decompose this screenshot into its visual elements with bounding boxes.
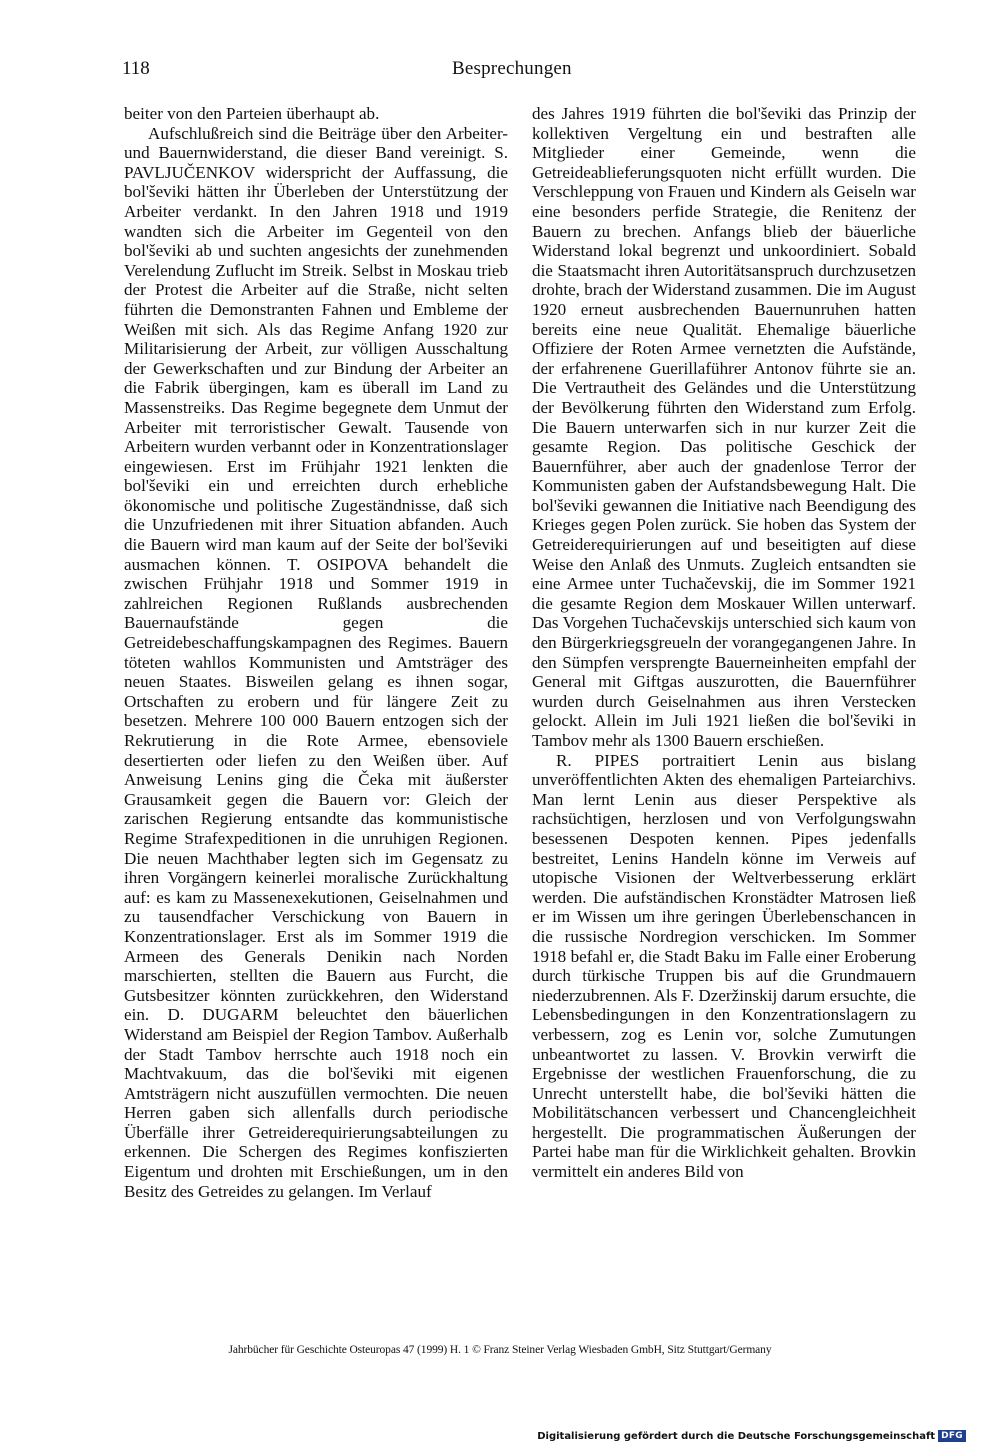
digitization-note	[537, 1430, 966, 1442]
page-number: 118	[122, 58, 150, 79]
left-paragraph-2: Aufschlußreich sind die Beiträge über den Arbeiter- und Bauernwiderstand, die dieser Band vereinigt. S. PAVLJUČENKOV widerspricht der Auffassung, die bol'ševiki hätten ihr Überleben der Unterstützung der Arbeiter verdankt. In den Jahren 1918 und 1919 wandten sich die Arbeiter im Gegenteil von den bol'ševiki ab und suchten angesichts der zunehmenden Verelendung Zuflucht im Streik. Selbst in Moskau trieb der Protest die Arbeiter auf die Straße, nicht selten führten die Demonstranten Fahnen und Embleme der Weißen mit sich. Als das Regime Anfang 1920 zur Militarisierung der Arbeit, zur völligen Ausschaltung der Gewerkschaften und zur Bindung der Arbeiter an die Fabrik übergingen, kam es überall im Land zu Massenstreiks. Das Regime begegnete dem Unmut der Arbeiter mit terroristischer Gewalt. Tausende von Arbeitern wurden verbannt oder in Konzentrationslager eingewiesen. Erst im Frühjahr 1921 lenkten die bol'ševiki ein und erreichten durch erhebliche ökonomische und politische Zugeständnisse, daß sich die Unzufriedenen mit ihrer Situation abfanden. Auch die Bauern wird man kaum auf der Seite der bol'ševiki ausmachen können. T. OSIPOVA behandelt die zwischen Frühjahr 1918 und Sommer 1919 in zahlreichen Regionen Rußlands ausbrechenden Bauernaufstände gegen die Getreidebeschaffungskampagnen des Regimes. Bauern töteten wahllos Kommunisten und Amtsträger des neuen Staates. Bisweilen gelang es ihnen sogar, Ortschaften zu erobern und für längere Zeit zu besetzen. Mehrere 100 000 Bauern entzogen sich der Rekrutierung in die Rote Armee, ebensoviele desertierten oder liefen zu den Weißen über. Auf Anweisung Lenins ging die Čeka mit äußerster Grausamkeit gegen die Bauern vor: Gleich der zarischen Regierung entsandte das kommunistische Regime Strafexpeditionen in die unruhigen Regionen. Die neuen Machthaber legten sich im Gegensatz zu ihren Vorgängern keinerlei moralische Zurückhaltung auf: es kam zu Massenexekutionen, Geiselnahmen und zu tausendfacher Verschickung von Bauern in Konzentrationslager. Erst als im Sommer 1919 die Armeen des Generals Denikin nach Norden marschierten, stellten die Bauern aus Furcht, die Gutsbesitzer könnten zurückkehren, den Widerstand ein. D. DUGARM beleuchtet den bäuerlichen Widerstand am Beispiel der Region Tambov. Außerhalb der Stadt Tambov herrschte auch 1918 noch ein Machtvakuum, das die bol'ševiki mit eigenen Amtsträgern nicht auszufüllen vermochten. Die neuen Herren gaben sich allenfalls durch periodische Überfälle ihrer Getreiderequirierungsabteilungen zu erkennen. Die Schergen des Regimes konfiszierten Eigentum und drohten mit Erschießungen, um in den Besitz des Getreides zu gelangen. Im Verlauf	[124, 123, 508, 1201]
right-paragraph-2: R. PIPES portraitiert Lenin aus bislang unveröffentlichten Akten des ehemaligen Parteiarchivs. Man lernt Lenin aus dieser Perspektive als rachsüchtigen, herzlosen und von Verfolgungswahn besessenen Despoten kennen. Pipes jedenfalls bestreitet, Lenins Handeln könne im Verweis auf utopische Visionen der Weltverbesserung erklärt werden. Die aufständischen Kronstädter Matrosen ließ er im Wissen um ihre geringen Überlebenschancen in die russische Nordregion verschicken. Im Sommer 1918 befahl er, die Stadt Baku im Falle einer Eroberung durch türkische Truppen bis auf die Grundmauern niederzubrennen. Als F. Dzeržinskij darum ersuchte, die Lebensbedingungen in den Konzentrationslagern zu verbessern, zog es Lenin vor, solche Zumutungen unbeantwortet zu lassen. V. Brovkin verwirft die Ergebnisse der westlichen Frauenforschung, die zu Unrecht unterstellt habe, die bol'ševiki hätten die Mobilitätschancen verbessert und Chancengleichheit hergestellt. Die programmatischen Äußerungen der Partei habe man für die Wirklichkeit gehalten. Brovkin vermittelt ein anderes Bild von	[532, 750, 916, 1182]
left-paragraph-1: beiter von den Parteien überhaupt ab.	[124, 104, 380, 123]
right-paragraph-1: des Jahres 1919 führten die bol'ševiki das Prinzip der kollektiven Vergeltung ein und bestraften alle Mitglieder einer Gemeinde, wenn die Getreideablieferungsquoten nicht erfüllt wurden. Die Verschleppung von Frauen und Kindern als Geiseln war eine besonders perfide Strategie, die Renitenz der Bauern zu brechen. Anfangs blieb der bäuerliche Widerstand lokal begrenzt und unkoordiniert. Sobald die Staatsmacht ihren Autoritätsanspruch durchzusetzen drohte, brach der Widerstand zusammen. Die im August 1920 erneut ausbrechenden Bauernunruhen hatten bereits eine neue Qualität. Ehemalige bäuerliche Offiziere der Roten Armee vernetzten die Aufstände, der erfahrenene Guerillaführer Antonov führte sie an. Die Vertrautheit des Geländes und die Unterstützung der Bevölkerung führten den Widerstand zum Erfolg. Die Bauern unterwarfen sich in nur kurzer Zeit die gesamte Region. Das politische Geschick der Bauernführer, aber auch der gnadenlose Terror der Kommunisten gaben der Aufstandsbewegung Halt. Die bol'ševiki gewannen die Initiative nach Beendigung des Krieges gegen Polen zurück. Sie hoben das System der Getreiderequirierungen auf und beseitigten auf diese Weise den Anlaß des Unmuts. Zugleich entsandten sie eine Armee unter Tuchačevskij, die im Sommer 1921 die gesamte Region dem Moskauer Willen unterwarf. Das Vorgehen Tuchačevskijs unterschied sich kaum von den Bürgerkriegsgreueln der vorangegangenen Jahre. In den Sümpfen versprengte Bauerneinheiten empfahl der General mit Giftgas auszurotten, die Bauernführer wurden durch Geiselnahmen aus ihren Verstecken gelockt. Allein im Juli 1921 ließen die bol'ševiki in Tambov mehr als 1300 Bauern erschießen.	[532, 104, 916, 750]
left-column	[124, 104, 508, 1201]
right-column	[532, 104, 916, 1182]
journal-citation-footer: Jahrbücher für Geschichte Osteuropas 47 (1999) H. 1 © Franz Steiner Verlag Wiesbaden GmbH, Sitz Stuttgart/Germany	[228, 1344, 772, 1356]
running-head: Besprechungen	[452, 58, 572, 79]
digitization-text: Digitalisierung gefördert durch die Deutsche Forschungsgemeinschaft	[537, 1430, 936, 1442]
dfg-logo: DFG	[938, 1430, 966, 1442]
